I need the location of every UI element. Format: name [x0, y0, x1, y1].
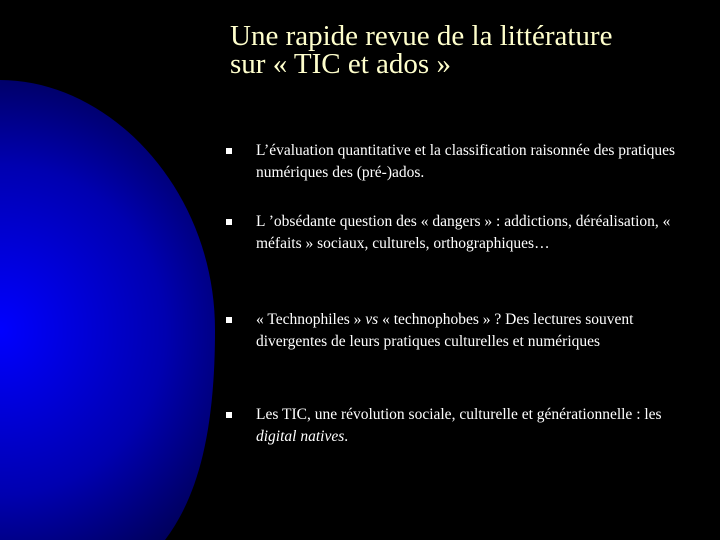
- bullet-3-part-2: « technophobes » ? Des lectures souvent divergentes de leurs pratiques culturelles et numériques: [256, 311, 634, 350]
- bullet-4-emphasis: digital natives: [256, 427, 345, 445]
- bullet-text-2: L ’obsédante question des « dangers » : addictions, déréalisation, « méfaits » sociaux, culturels, orthographiques…: [256, 213, 671, 252]
- title-line-2: sur « TIC et ados »: [230, 48, 451, 80]
- square-bullet-icon: [226, 412, 232, 418]
- square-bullet-icon: [226, 219, 232, 225]
- bullet-4-part-1: Les TIC, une révolution sociale, culturelle et générationnelle : les: [256, 406, 662, 423]
- bullet-text-1: L’évaluation quantitative et la classification raisonnée des pratiques numériques des (pré-)ados.: [256, 142, 676, 181]
- title-line-1: Une rapide revue de la littérature: [230, 20, 613, 52]
- bullet-3-part-1: « Technophiles »: [256, 311, 366, 328]
- bullet-4-part-2: .: [344, 427, 349, 445]
- bullet-3-emphasis: vs: [365, 311, 379, 328]
- bullet-text-4: [256, 404, 686, 447]
- slide-title: [230, 22, 612, 78]
- bullet-text-3: [256, 309, 686, 352]
- square-bullet-icon: [226, 148, 232, 154]
- square-bullet-icon: [226, 317, 232, 323]
